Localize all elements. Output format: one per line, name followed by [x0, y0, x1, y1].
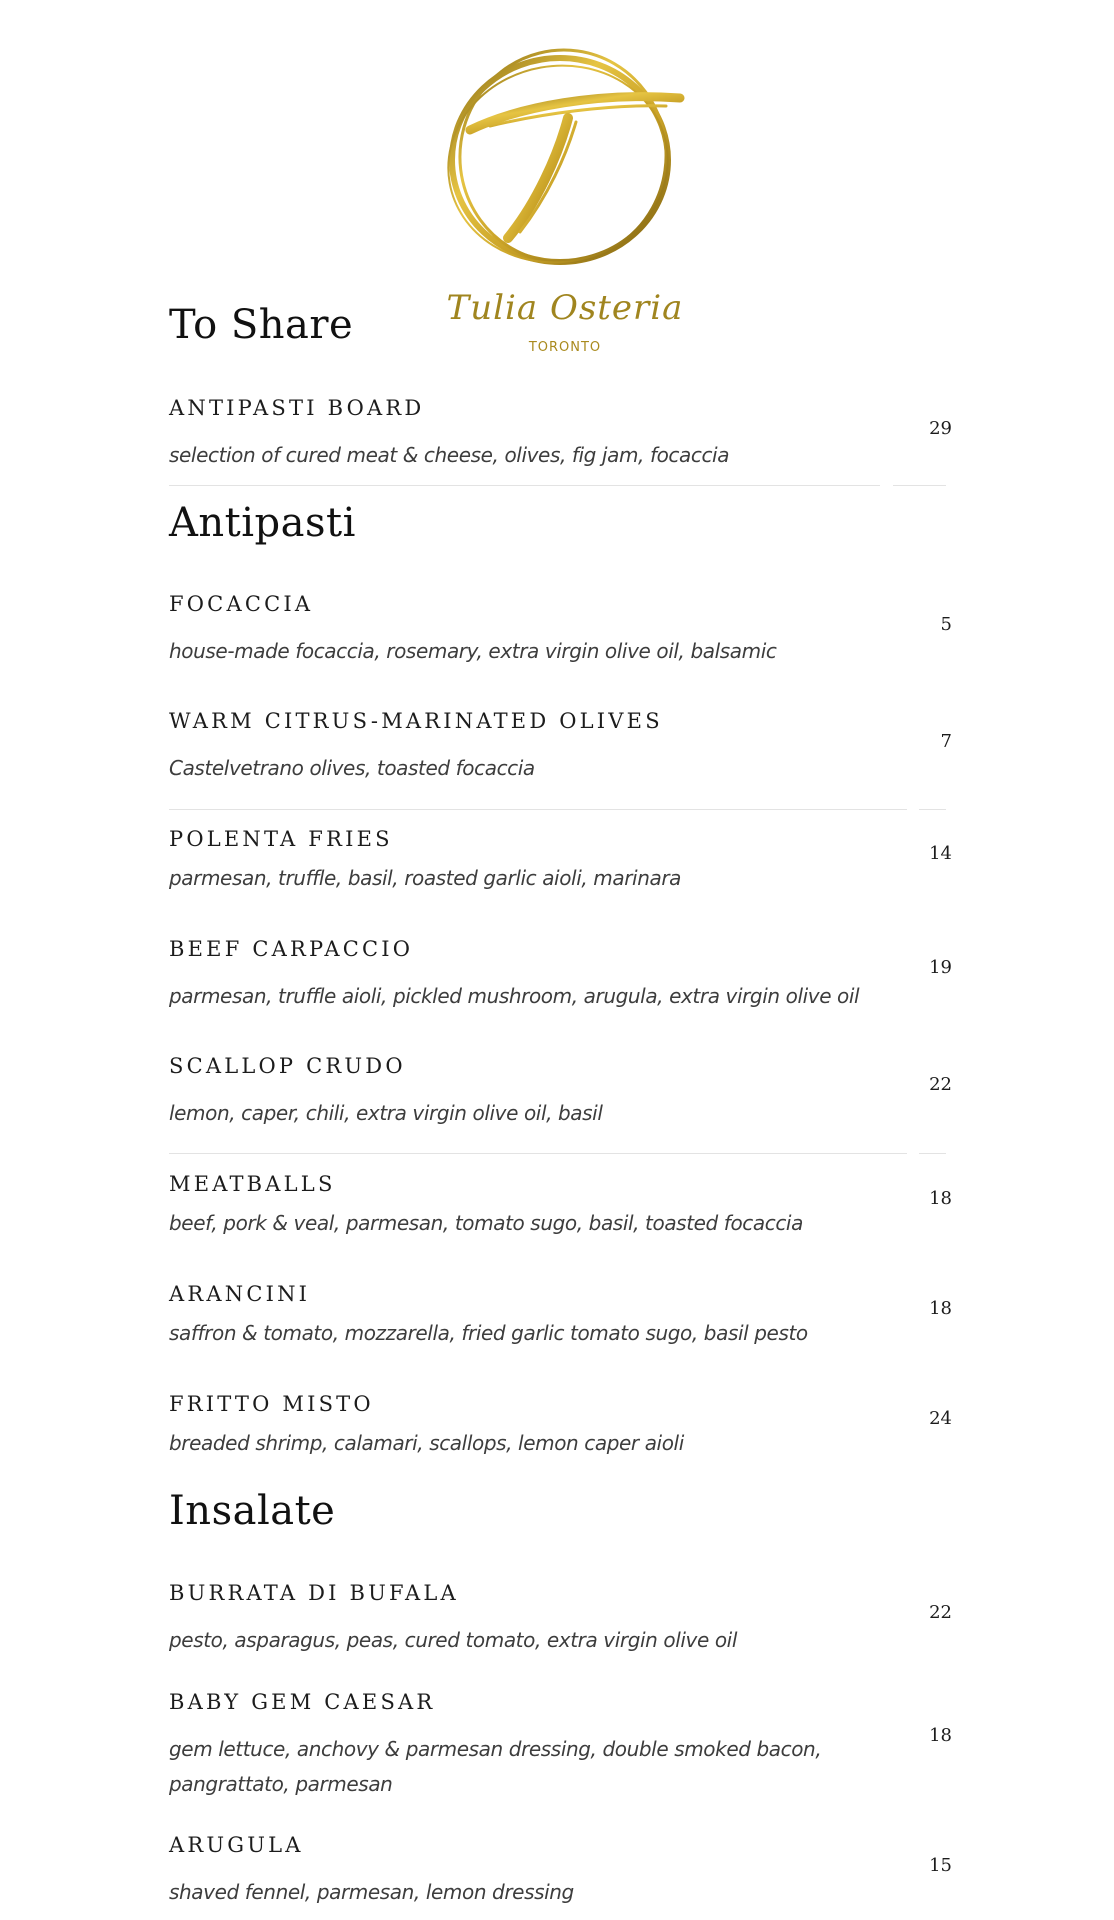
menu-item-name: SCALLOP CRUDO: [169, 1054, 406, 1078]
menu-item-description: shaved fennel, parmesan, lemon dressing: [169, 1880, 574, 1904]
menu-item-name: BABY GEM CAESAR: [169, 1690, 436, 1714]
menu-item-price: 15: [929, 1855, 952, 1876]
menu-item-description: gem lettuce, anchovy & parmesan dressing, double smoked bacon, pangrattato, parmesan: [169, 1737, 822, 1796]
menu-item-price: 18: [929, 1298, 952, 1319]
menu-item-description: house-made focaccia, rosemary, extra virgin olive oil, balsamic: [169, 639, 777, 663]
menu-item: [169, 709, 959, 793]
menu-item-price: 5: [940, 614, 952, 635]
menu-item-price: 22: [929, 1602, 952, 1623]
menu-item-name: POLENTA FRIES: [169, 827, 393, 851]
divider: [919, 809, 946, 810]
menu-item-price: 22: [929, 1074, 952, 1095]
menu-item: [169, 1054, 959, 1138]
divider: [169, 809, 907, 810]
menu-item-description: Castelvetrano olives, toasted focaccia: [169, 756, 535, 780]
menu-item: [169, 1282, 959, 1354]
menu-item-description: pesto, asparagus, peas, cured tomato, extra virgin olive oil: [169, 1628, 737, 1652]
section-title-insalate: Insalate: [169, 1488, 336, 1534]
menu-item-description: saffron & tomato, mozzarella, fried garlic tomato sugo, basil pesto: [169, 1321, 808, 1345]
menu-item-price: 18: [929, 1725, 952, 1746]
menu-item: [169, 592, 959, 676]
menu-item-price: 19: [929, 957, 952, 978]
menu-item: [169, 937, 959, 1021]
menu-item-name: ANTIPASTI BOARD: [169, 396, 425, 420]
menu-item-price: 29: [929, 418, 952, 439]
menu-item: [169, 1833, 959, 1917]
menu-item: [169, 1172, 959, 1244]
menu-item-name: BURRATA DI BUFALA: [169, 1581, 459, 1605]
menu-item: [169, 396, 959, 480]
menu-item: [169, 827, 959, 899]
menu-item-price: 7: [940, 731, 952, 752]
menu-item: [169, 1690, 959, 1802]
menu-item-name: WARM CITRUS-MARINATED OLIVES: [169, 709, 663, 733]
logo-emblem-icon: [440, 26, 690, 286]
divider: [893, 485, 946, 486]
menu-item-price: 14: [929, 843, 952, 864]
divider: [169, 1153, 907, 1154]
menu-item-name: ARUGULA: [169, 1833, 304, 1857]
menu-item-name: FRITTO MISTO: [169, 1392, 374, 1416]
divider: [169, 485, 880, 486]
menu-item-name: FOCACCIA: [169, 592, 314, 616]
menu-item-name: BEEF CARPACCIO: [169, 937, 414, 961]
menu-item-name: ARANCINI: [169, 1282, 311, 1306]
section-title-antipasti: Antipasti: [169, 500, 356, 546]
menu-item-description: lemon, caper, chili, extra virgin olive oil, basil: [169, 1101, 603, 1125]
logo-city: TORONTO: [528, 340, 602, 355]
logo-wordmark: Tulia Osteria: [446, 288, 684, 328]
menu-item-price: 18: [929, 1188, 952, 1209]
menu-item-description: breaded shrimp, calamari, scallops, lemon caper aioli: [169, 1431, 684, 1455]
menu-item-price: 24: [929, 1408, 952, 1429]
menu-item-description: parmesan, truffle, basil, roasted garlic aioli, marinara: [169, 866, 682, 890]
restaurant-logo: [440, 26, 690, 355]
menu-item: [169, 1581, 959, 1665]
menu-item-description: parmesan, truffle aioli, pickled mushroom, arugula, extra virgin olive oil: [169, 984, 860, 1008]
menu-item-name: MEATBALLS: [169, 1172, 336, 1196]
section-title-to-share: To Share: [169, 302, 354, 348]
menu-item: [169, 1392, 959, 1464]
divider: [919, 1153, 946, 1154]
menu-item-description: selection of cured meat & cheese, olives, fig jam, focaccia: [169, 443, 730, 467]
menu-item-description: beef, pork & veal, parmesan, tomato sugo, basil, toasted focaccia: [169, 1211, 803, 1235]
